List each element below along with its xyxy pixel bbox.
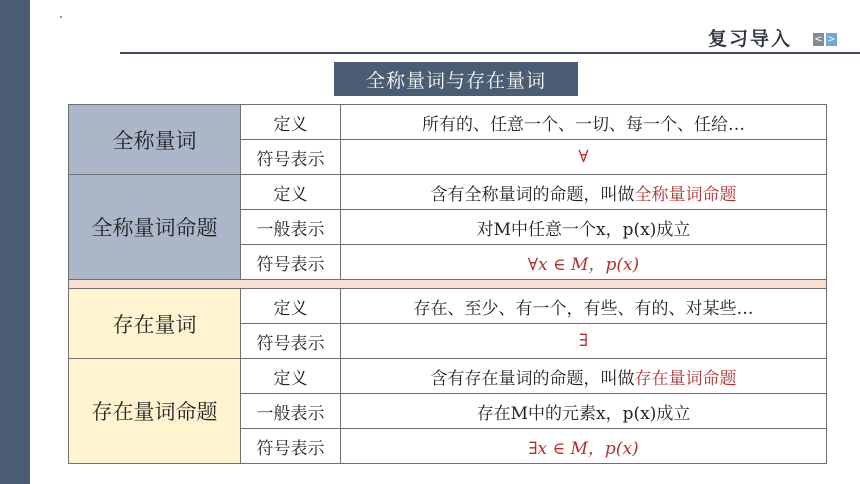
table-row [69, 359, 827, 394]
universal-general-form: 对M中任意一个x，p(x)成立 [341, 210, 827, 245]
table-row [69, 175, 827, 210]
decorative-dot [60, 16, 62, 18]
table-row [69, 289, 827, 324]
universal-definition: 所有的、任意一个、一切、每一个、任给… [341, 105, 827, 140]
main-title: 全称量词与存在量词 [334, 62, 578, 96]
existential-symbol: ∃ [341, 324, 827, 359]
universal-proposition-symbol: ∀x ∈ M，p(x) [341, 245, 827, 280]
quantifier-table [68, 104, 827, 464]
universal-quantifier-cell: 全称量词 [69, 105, 241, 175]
table-row [69, 105, 827, 140]
highlighted-term: 存在量词命题 [634, 368, 737, 389]
row-label: 符号表示 [241, 245, 341, 280]
row-label: 一般表示 [241, 394, 341, 429]
existential-quantifier-cell: 存在量词 [69, 289, 241, 359]
universal-symbol: ∀ [341, 140, 827, 175]
universal-proposition-definition [341, 175, 827, 210]
row-label: 符号表示 [241, 429, 341, 464]
section-separator [69, 280, 827, 289]
row-label: 符号表示 [241, 324, 341, 359]
highlighted-term: 全称量词命题 [634, 184, 737, 205]
universal-proposition-cell: 全称量词命题 [69, 175, 241, 280]
existential-proposition-symbol: ∃x ∈ M，p(x) [341, 429, 827, 464]
section-title: 复习导入 [708, 28, 793, 50]
separator-cell [69, 280, 827, 289]
existential-proposition-cell: 存在量词命题 [69, 359, 241, 464]
row-label: 定义 [241, 289, 341, 324]
definition-text: 含有存在量词的命题，叫做 [430, 368, 635, 389]
row-label: 定义 [241, 175, 341, 210]
existential-general-form: 存在M中的元素x，p(x)成立 [341, 394, 827, 429]
prev-arrow-icon[interactable]: < [814, 34, 823, 45]
next-arrow-icon[interactable]: > [827, 34, 836, 45]
left-sidebar-bar [0, 0, 30, 484]
row-label: 符号表示 [241, 140, 341, 175]
existential-proposition-definition [341, 359, 827, 394]
definition-text: 含有全称量词的命题，叫做 [430, 184, 635, 205]
row-label: 定义 [241, 359, 341, 394]
existential-definition: 存在、至少、有一个，有些、有的、对某些… [341, 289, 827, 324]
header-divider [120, 52, 860, 54]
row-label: 一般表示 [241, 210, 341, 245]
row-label: 定义 [241, 105, 341, 140]
